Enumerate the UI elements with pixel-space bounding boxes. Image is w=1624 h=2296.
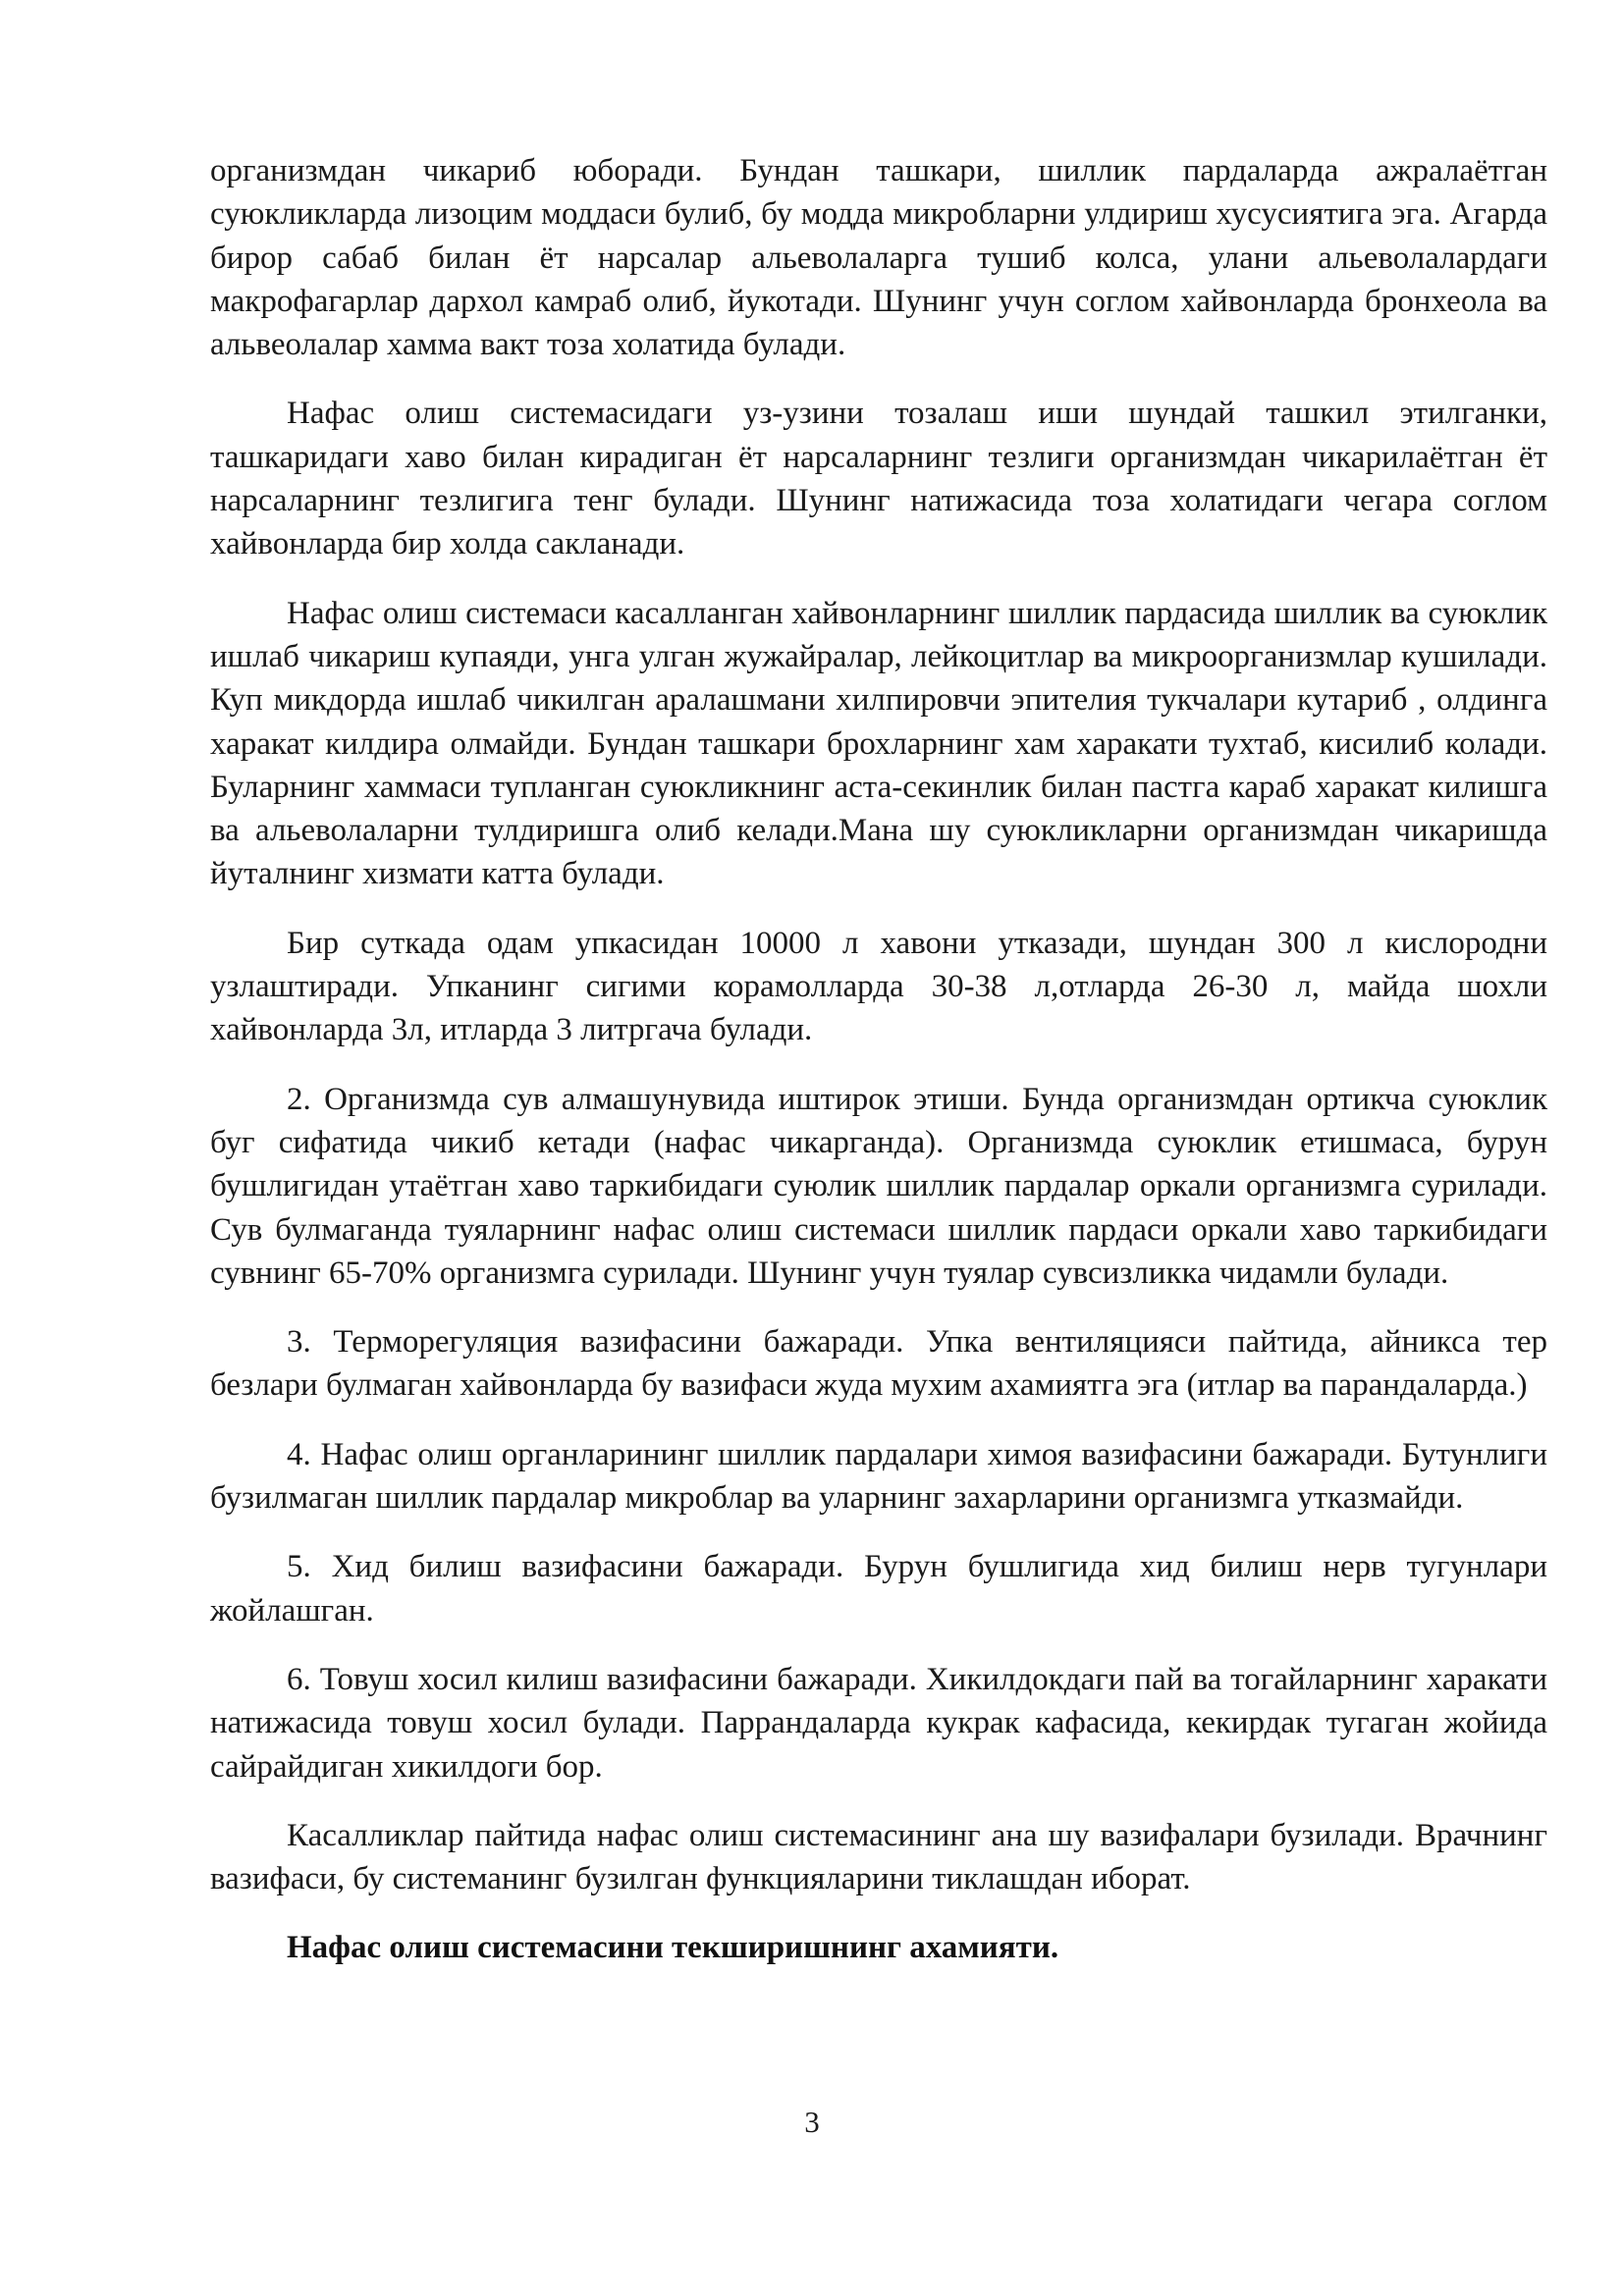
paragraph-10: Касалликлар пайтида нафас олиш системасининг ана шу вазифалари бузилади. Врачнинг вазифаси, бу системанинг бузилган функцияларини тиклашдан иборат. (210, 1817, 1547, 1897)
paragraph-4: Бир суткада одам упкасидан 10000 л хавони утказади, шундан 300 л кислородни узлаштиради. Упканинг сигими корамолларда 30-38 л,отларда 26-30 л, майда шохли хайвонларда 3л, итларда 3 литргача булади. (210, 925, 1547, 1048)
page-number: 3 (804, 2105, 820, 2139)
paragraph-7: 4. Нафас олиш органларининг шиллик пардалари химоя вазифасини бажаради. Бутунлиги бузилмаган шиллик пардалар микроблар ва уларнинг захарларини организмга утказмайди. (210, 1436, 1547, 1517)
section-heading: Нафас олиш системасини текширишнинг ахамияти. (287, 1930, 1059, 1966)
paragraph-1: организмдан чикариб юборади. Бундан ташкари, шиллик пардаларда ажралаётган суюкликларда лизоцим моддаси булиб, бу модда микробларни улдириш хусусиятига эга. Агарда бирор сабаб билан ёт нарсалар альеволаларга тушиб колса, улани альеволалардаги макрофагарлар дархол камраб олиб, йукотади. Шунинг учун соглом хайвонларда бронхеола ва альвеолалар хамма вакт тоза холатида булади. (210, 153, 1547, 363)
paragraph-9: 6. Товуш хосил килиш вазифасини бажаради. Хикилдокдаги пай ва тогайларнинг харакати натижасида товуш хосил булади. Паррандаларда кукрак кафасида, кекирдак тугаган жойида сайрайдиган хикилдоги бор. (210, 1661, 1547, 1785)
paragraph-5: 2. Организмда сув алмашунувида иштирок этиши. Бунда организмдан ортикча суюклик буг сифатида чикиб кетади (нафас чикарганда). Организмда суюклик етишмаса, бурун бушлигидан утаётган хаво таркибидаги суюлик шиллик пардалар оркали организмга сурилади. Сув булмаганда туяларнинг нафас олиш системаси шиллик пардаси оркали хаво таркибидаги сувнинг 65-70% организмга сурилади. Шунинг учун туялар сувсизликка чидамли булади. (210, 1081, 1547, 1291)
paragraph-3: Нафас олиш системаси касалланган хайвонларнинг шиллик пардасида шиллик ва суюклик ишлаб чикариш купаяди, унга улган жужайралар, лейкоцитлар ва микроорганизмлар кушилади. Куп микдорда ишлаб чикилган аралашмани хилпировчи эпителия тукчалари кутариб , олдинга харакат килдира олмайди. Бундан ташкари брохларнинг хам харакати тухтаб, кисилиб колади. Буларнинг хаммаси тупланган суюкликнинг аста-секинлик билан пастга караб харакат килишга ва альеволаларни тулдиришга олиб келади.Мана шу суюкликларни организмдан чикаришда йуталнинг хизмати катта булади. (210, 595, 1547, 892)
page-body (210, 149, 1547, 1969)
paragraph-8: 5. Хид билиш вазифасини бажаради. Бурун бушлигида хид билиш нерв тугунлари жойлашган. (210, 1549, 1547, 1629)
paragraph-6: 3. Терморегуляция вазифасини бажаради. Упка вентиляцияси пайтида, айникса тер безлари булмаган хайвонларда бу вазифаси жуда мухим ахамиятга эга (итлар ва парандаларда.) (210, 1324, 1547, 1404)
paragraph-2: Нафас олиш системасидаги уз-узини тозалаш иши шундай ташкил этилганки, ташкаридаги хаво билан кирадиган ёт нарсаларнинг тезлиги организмдан чикарилаётган ёт нарсаларнинг тезлигига тенг булади. Шунинг натижасида тоза холатидаги чегара соглом хайвонларда бир холда сакланади. (210, 396, 1547, 562)
